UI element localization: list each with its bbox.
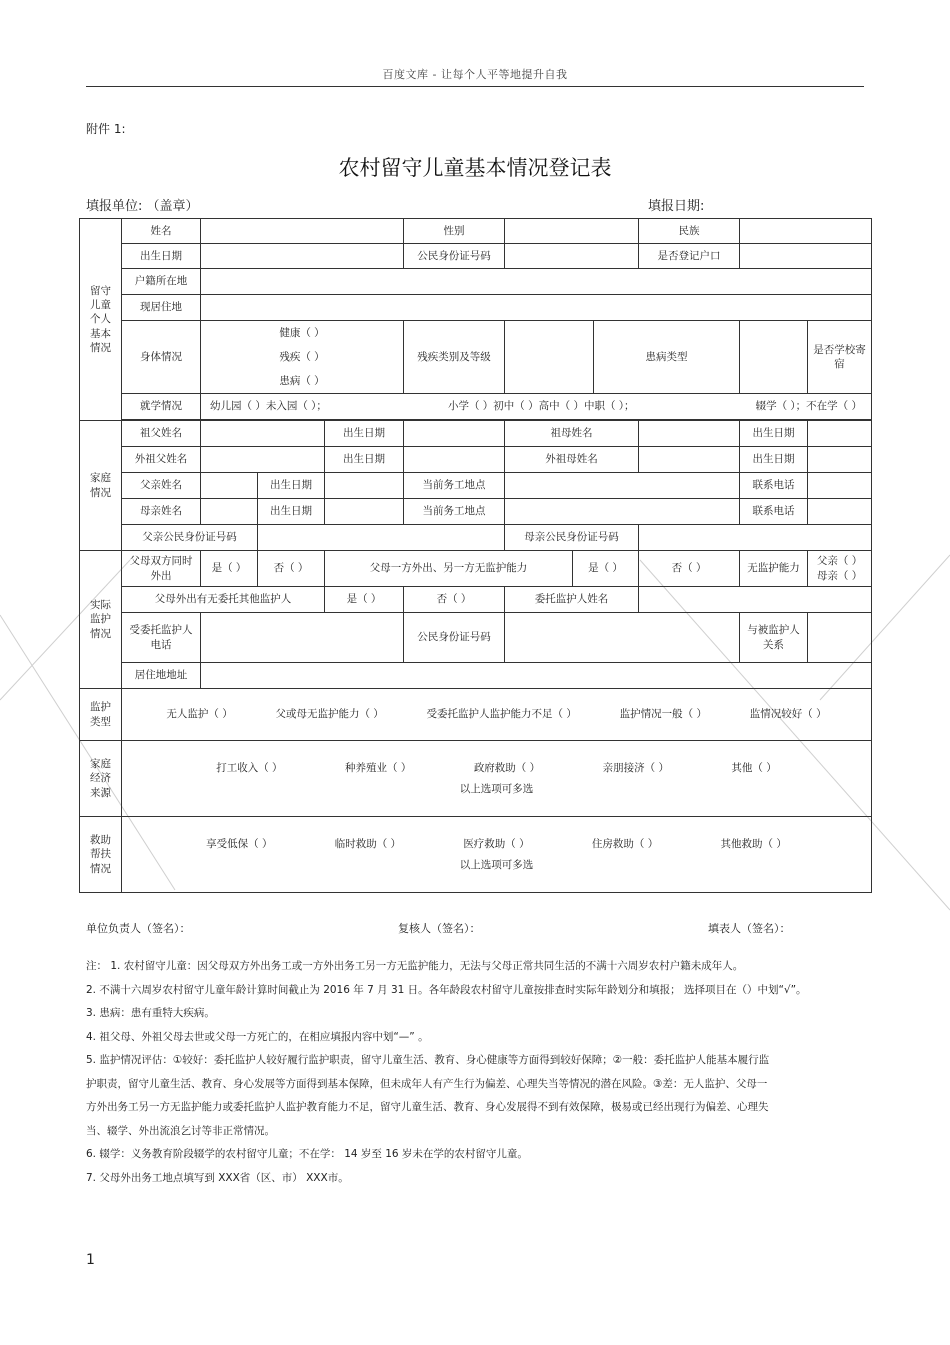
section-monitor: 实际监护情况 bbox=[80, 551, 122, 689]
field-grandpa-birth[interactable] bbox=[404, 421, 505, 447]
label-father: 父亲姓名 bbox=[122, 473, 201, 499]
economy-options[interactable] bbox=[122, 741, 872, 817]
label-mother-phone: 联系电话 bbox=[740, 499, 808, 525]
aid-temporary[interactable]: 临时救助（ ） bbox=[334, 838, 402, 851]
label-mgrandpa: 外祖父姓名 bbox=[122, 447, 201, 473]
label-relation: 与被监护人关系 bbox=[740, 613, 808, 663]
econ-gov[interactable]: 政府救助（ ） bbox=[473, 762, 541, 775]
label-id: 公民身份证号码 bbox=[404, 244, 505, 269]
field-mgrandpa[interactable] bbox=[201, 447, 325, 473]
note-5-line3: 方外出务工另一方无监护能力或委托监护人监护教育能力不足，留守儿童生活、教育、身心发展得不到有效保障，极易或已经出现行为偏差、心理失 bbox=[86, 1101, 769, 1113]
section-child-info: 留守儿童个人基本情况 bbox=[80, 219, 122, 421]
registration-table bbox=[79, 218, 872, 893]
field-residence[interactable] bbox=[201, 663, 872, 689]
label-grandpa: 祖父姓名 bbox=[122, 421, 201, 447]
field-father-birth[interactable] bbox=[325, 473, 404, 499]
signature-filler: 填表人（签名）： bbox=[708, 922, 791, 935]
form-title: 农村留守儿童基本情况登记表 bbox=[338, 156, 612, 180]
label-mother-id: 母亲公民身份证号码 bbox=[505, 525, 639, 551]
label-no-ability: 无监护能力 bbox=[740, 551, 808, 587]
label-entrusted-phone: 受委托监护人电话 bbox=[122, 613, 201, 663]
type-none[interactable]: 无人监护（ ） bbox=[166, 708, 233, 721]
label-mother-work: 当前务工地点 bbox=[404, 499, 505, 525]
note-5-line1: 5. 监护情况评估：①较好：委托监护人较好履行监护职责，留守儿童生活、教育、身心健康等方面得到较好保障；②一般：委托监护人能基本履行监 bbox=[86, 1054, 770, 1066]
aid-lowincome[interactable]: 享受低保（ ） bbox=[206, 838, 273, 851]
label-gender: 性别 bbox=[404, 219, 505, 244]
label-mother: 母亲姓名 bbox=[122, 499, 201, 525]
label-residence: 居住地地址 bbox=[122, 663, 201, 689]
header-rule bbox=[86, 86, 864, 87]
field-illness[interactable] bbox=[740, 321, 808, 394]
label-boarding: 是否学校寄宿 bbox=[808, 321, 872, 394]
field-entrusted-name[interactable] bbox=[639, 587, 872, 613]
school-options[interactable] bbox=[201, 394, 872, 420]
note-2: 2. 不满十六周岁农村留守儿童年龄计算时间截止为 2016 年 7 月 31 日。各年龄段农村留守儿童按排查时实际年龄划分和填报； 选择项目在（）中划“√”。 bbox=[86, 983, 807, 996]
label-one-out: 父母一方外出、另一方无监护能力 bbox=[325, 551, 573, 587]
edu-opt-dropout[interactable]: 辍学（ ）；不在学（ ） bbox=[755, 400, 863, 413]
type-entrusted-insufficient[interactable]: 受委托监护人监护能力不足（ ） bbox=[426, 708, 577, 721]
field-mgrandma-birth[interactable] bbox=[808, 447, 872, 473]
section-type: 监护类型 bbox=[80, 689, 122, 741]
field-registered[interactable] bbox=[740, 244, 872, 269]
econ-other[interactable]: 其他（ ） bbox=[731, 762, 777, 775]
label-grandma-birth: 出生日期 bbox=[740, 421, 808, 447]
label-mother-birth: 出生日期 bbox=[258, 499, 325, 525]
label-father-work: 当前务工地点 bbox=[404, 473, 505, 499]
field-mgrandpa-birth[interactable] bbox=[404, 447, 505, 473]
label-birth: 出生日期 bbox=[122, 244, 201, 269]
aid-other[interactable]: 其他救助（ ） bbox=[720, 838, 787, 851]
note-5-line4: 当、辍学、外出流浪乞讨等非正常情况。 bbox=[86, 1124, 275, 1137]
entrusted-no[interactable]: 否（ ） bbox=[404, 587, 505, 613]
label-entrusted-id: 公民身份证号码 bbox=[404, 613, 505, 663]
field-grandpa[interactable] bbox=[201, 421, 325, 447]
econ-relatives[interactable]: 亲朋接济（ ） bbox=[602, 762, 669, 775]
note-4: 4. 祖父母、外祖父母去世或父母一方死亡的，在相应填报内容中划“—” 。 bbox=[86, 1030, 429, 1043]
label-father-birth: 出生日期 bbox=[258, 473, 325, 499]
label-disability: 残疾类别及等级 bbox=[404, 321, 505, 394]
field-mother-work[interactable] bbox=[505, 499, 740, 525]
one-out-no[interactable]: 否（ ） bbox=[639, 551, 740, 587]
field-mother-phone[interactable] bbox=[808, 499, 872, 525]
note-5-line2: 护职责，留守儿童生活、教育、身心发展等方面得到基本保障，但未成年人有产生行为偏差、心理失当等情况的潜在风险。③差：无人监护、父母一 bbox=[86, 1077, 768, 1090]
fill-date-label: 填报日期: bbox=[648, 199, 705, 214]
aid-housing[interactable]: 住房救助（ ） bbox=[591, 838, 659, 851]
type-parent-unable[interactable]: 父或母无监护能力（ ） bbox=[275, 708, 384, 721]
field-mother-id[interactable] bbox=[639, 525, 872, 551]
header-site: 百度文库 bbox=[382, 68, 429, 81]
label-ethnicity: 民族 bbox=[639, 219, 740, 244]
one-out-yes[interactable]: 是（ ） bbox=[573, 551, 639, 587]
field-disability[interactable] bbox=[505, 321, 594, 394]
aid-options[interactable] bbox=[122, 817, 872, 893]
label-mgrandpa-birth: 出生日期 bbox=[325, 447, 404, 473]
econ-farming[interactable]: 种养殖业（ ） bbox=[345, 762, 412, 775]
aid-medical[interactable]: 医疗救助（ ） bbox=[463, 838, 530, 851]
health-disabled[interactable]: 残疾（ ） bbox=[279, 351, 325, 363]
aid-multi-note: 以上选项可多选 bbox=[459, 858, 534, 871]
label-school: 就学情况 bbox=[122, 394, 201, 420]
label-registered: 是否登记户口 bbox=[639, 244, 740, 269]
signature-reviewer: 复核人（签名）： bbox=[398, 922, 481, 935]
field-mother[interactable] bbox=[201, 499, 258, 525]
edu-opt-school[interactable]: 小学（ ）初中（ ）高中（ ）中职（ ）； bbox=[447, 400, 635, 413]
field-grandma[interactable] bbox=[639, 421, 740, 447]
label-mgrandma: 外祖母姓名 bbox=[505, 447, 639, 473]
type-good[interactable]: 监情况较好（ ） bbox=[749, 708, 827, 721]
econ-work[interactable]: 打工收入（ ） bbox=[216, 762, 283, 775]
field-hukou-addr[interactable] bbox=[201, 269, 872, 295]
label-hukou-addr: 户籍所在地 bbox=[122, 269, 201, 295]
field-name[interactable] bbox=[201, 219, 404, 244]
field-id[interactable] bbox=[505, 244, 639, 269]
both-out-yes[interactable]: 是（ ） bbox=[201, 551, 258, 587]
label-mgrandma-birth: 出生日期 bbox=[740, 447, 808, 473]
label-current-addr: 现居住地 bbox=[122, 295, 201, 321]
edu-opt-preschool[interactable]: 幼儿园（ ）未入园（ ）； bbox=[210, 400, 327, 413]
field-mother-birth[interactable] bbox=[325, 499, 404, 525]
label-health: 身体情况 bbox=[122, 321, 201, 394]
field-grandma-birth[interactable] bbox=[808, 421, 872, 447]
type-options[interactable] bbox=[122, 689, 872, 741]
label-both-out: 父母双方同时外出 bbox=[122, 551, 201, 587]
section-economy: 家庭经济来源 bbox=[80, 741, 122, 817]
fill-unit-label: 填报单位: （盖章） bbox=[86, 199, 199, 214]
field-father[interactable] bbox=[201, 473, 258, 499]
field-entrusted-phone[interactable] bbox=[201, 613, 404, 663]
health-ill[interactable]: 患病（ ） bbox=[279, 375, 325, 387]
label-father-phone: 联系电话 bbox=[740, 473, 808, 499]
field-ethnicity[interactable] bbox=[740, 219, 872, 244]
field-father-id[interactable] bbox=[258, 525, 505, 551]
field-entrusted-id[interactable] bbox=[505, 613, 740, 663]
page-header bbox=[86, 66, 864, 82]
both-out-no[interactable]: 否（ ） bbox=[258, 551, 325, 587]
field-father-work[interactable] bbox=[505, 473, 740, 499]
notes-section bbox=[86, 955, 876, 1190]
economy-multi-note: 以上选项可多选 bbox=[459, 782, 534, 795]
no-ability-mother[interactable]: 母亲（ ） bbox=[816, 569, 863, 582]
note-7: 7. 父母外出务工地点填写到 XXX省（区、市） XXX市。 bbox=[86, 1171, 349, 1184]
type-average[interactable]: 监护情况一般（ ） bbox=[619, 708, 707, 721]
label-grandpa-birth: 出生日期 bbox=[325, 421, 404, 447]
label-illness: 患病类型 bbox=[594, 321, 740, 394]
note-3: 3. 患病：患有重特大疾病。 bbox=[86, 1007, 215, 1019]
field-birth[interactable] bbox=[201, 244, 404, 269]
health-ok[interactable]: 健康（ ） bbox=[279, 327, 325, 339]
signature-leader: 单位负责人（签名）： bbox=[86, 922, 191, 935]
attachment-label: 附件 1: bbox=[86, 122, 126, 136]
note-1: 注： 1. 农村留守儿童：因父母双方外出务工或一方外出务工另一方无监护能力，无法与父母正常共同生活的不满十六周岁农村户籍未成年人。 bbox=[86, 960, 744, 972]
field-relation[interactable] bbox=[808, 613, 872, 663]
header-slogan: 让每个人平等地提升自我 bbox=[440, 68, 568, 81]
health-options[interactable] bbox=[201, 321, 404, 394]
no-ability-options[interactable] bbox=[808, 551, 872, 587]
section-aid: 救助帮扶情况 bbox=[80, 817, 122, 893]
field-father-phone[interactable] bbox=[808, 473, 872, 499]
label-entrusted-name: 委托监护人姓名 bbox=[505, 587, 639, 613]
page-number: 1 bbox=[86, 1252, 95, 1268]
field-mgrandma[interactable] bbox=[639, 447, 740, 473]
no-ability-father[interactable]: 父亲（ ） bbox=[816, 555, 863, 568]
section-family: 家庭情况 bbox=[80, 421, 122, 551]
field-current-addr[interactable] bbox=[201, 295, 872, 321]
entrusted-yes[interactable]: 是（ ） bbox=[325, 587, 404, 613]
label-father-id: 父亲公民身份证号码 bbox=[122, 525, 258, 551]
note-6: 6. 辍学：义务教育阶段辍学的农村留守儿童；不在学： 14 岁至 16 岁未在学的农村留守儿童。 bbox=[86, 1148, 528, 1160]
label-name: 姓名 bbox=[122, 219, 201, 244]
label-grandma: 祖母姓名 bbox=[505, 421, 639, 447]
label-entrusted-q: 父母外出有无委托其他监护人 bbox=[122, 587, 325, 613]
field-gender[interactable] bbox=[505, 219, 639, 244]
header-separator: - bbox=[428, 68, 441, 81]
